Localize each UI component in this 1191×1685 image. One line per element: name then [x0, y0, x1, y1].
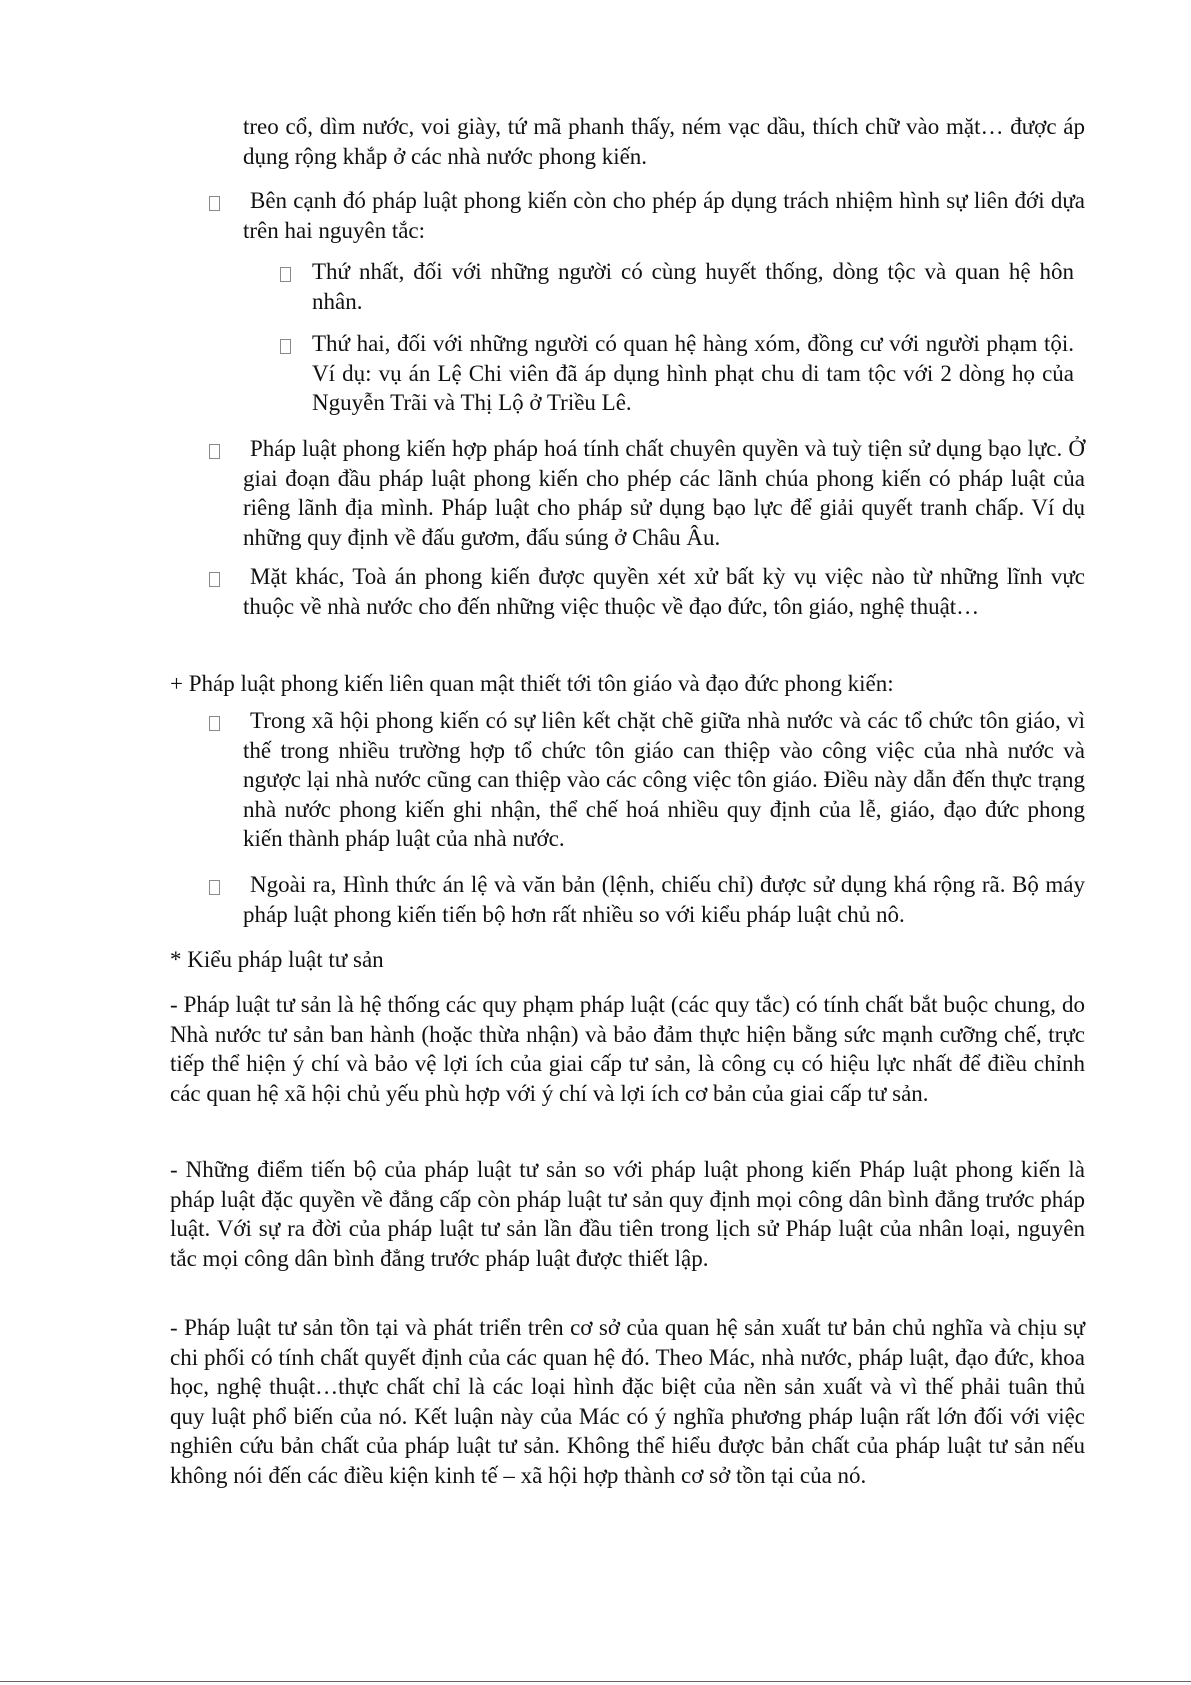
sub-second-text: Thứ hai, đối với những người có quan hệ hàng xóm, đồng cư với người phạm tội. Ví dụ: vụ án Lệ Chi viên đã áp dụng hình phạt chu di tam tộc với 2 dòng họ của Nguyễn Trãi và Thị Lộ ở Triều Lê.	[312, 331, 1074, 416]
sub-bullet-icon	[280, 339, 291, 354]
bullet-church-text: Trong xã hội phong kiến có sự liên kết chặt chẽ giữa nhà nước và các tổ chức tôn giáo, vì thế trong nhiều trường hợp tổ chức tôn giáo can thiệp vào công việc của nhà nước và ngược lại nhà nước cũng can thiệp vào các công việc tôn giáo. Điều này dẫn đến thực trạng nhà nước phong kiến ghi nhận, thể chế hoá nhiều quy định của lễ, giáo, đạo đức phong kiến thành pháp luật của nhà nước.	[243, 708, 1085, 852]
heading-bourgeois: * Kiểu pháp luật tư sản	[170, 947, 384, 972]
sub-first-text: Thứ nhất, đối với những người có cùng huyết thống, dòng tộc và quan hệ hôn nhân.	[312, 259, 1074, 314]
para-progress: - Những điểm tiến bộ của pháp luật tư sản so với pháp luật phong kiến Pháp luật phong kiến là pháp luật đặc quyền về đẳng cấp còn pháp luật tư sản quy định mọi công dân bình đẳng trước pháp luật. Với sự ra đời của pháp luật tư sản lần đầu tiên trong lịch sử Pháp luật của nhân loại, nguyên tắc mọi công dân bình đẳng trước pháp luật được thiết lập.	[170, 1157, 1085, 1271]
bullet-liability-text: Bên cạnh đó pháp luật phong kiến còn cho phép áp dụng trách nhiệm hình sự liên đới dựa trên hai nguyên tắc:	[243, 188, 1085, 243]
bullet-icon	[209, 880, 220, 895]
bullet-violence-text: Pháp luật phong kiến hợp pháp hoá tính chất chuyên quyền và tuỳ tiện sử dụng bạo lực. Ở giai đoạn đầu pháp luật phong kiến cho phép các lãnh chúa phong kiến có pháp luật của riêng lãnh địa mình. Pháp luật cho pháp sử dụng bạo lực để giải quyết tranh chấp. Ví dụ những quy định về đấu gươm, đấu súng ở Châu Âu.	[243, 436, 1085, 550]
bullet-precedent-text: Ngoài ra, Hình thức án lệ và văn bản (lệnh, chiếu chỉ) được sử dụng khá rộng rã. Bộ máy pháp luật phong kiến tiến bộ hơn rất nhiều so với kiểu pháp luật chủ nô.	[243, 872, 1085, 927]
continuation-text: treo cổ, dìm nước, voi giày, tứ mã phanh thấy, ném vạc dầu, thích chữ vào mặt… được áp dụng rộng khắp ở các nhà nước phong kiến.	[243, 114, 1085, 169]
para-basis: - Pháp luật tư sản tồn tại và phát triển trên cơ sở của quan hệ sản xuất tư bản chủ nghĩa và chịu sự chi phối có tính chất quyết định của các quan hệ đó. Theo Mác, nhà nước, pháp luật, đạo đức, khoa học, nghệ thuật…thực chất chỉ là các loại hình đặc biệt của nền sản xuất và vì thế phải tuân thủ quy luật phổ biến của nó. Kết luận này của Mác có ý nghĩa phương pháp luận rất lớn đối với việc nghiên cứu bản chất của pháp luật tư sản. Không thể hiểu được bản chất của pháp luật tư sản nếu không nói đến các điều kiện kinh tế – xã hội hợp thành cơ sở tồn tại của nó.	[170, 1315, 1085, 1488]
bullet-icon	[209, 572, 220, 587]
bullet-icon	[209, 196, 220, 211]
para-definition: - Pháp luật tư sản là hệ thống các quy phạm pháp luật (các quy tắc) có tính chất bắt buộc chung, do Nhà nước tư sản ban hành (hoặc thừa nhận) và bảo đảm thực hiện bằng sức mạnh cưỡng chế, trực tiếp thể hiện ý chí và bảo vệ lợi ích của giai cấp tư sản, là công cụ có hiệu lực nhất để điều chỉnh các quan hệ xã hội chủ yếu phù hợp với ý chí và lợi ích cơ bản của giai cấp tư sản.	[170, 992, 1085, 1106]
bullet-icon	[209, 444, 220, 459]
page-bottom-rule	[0, 1681, 1191, 1682]
plus-religion-text: + Pháp luật phong kiến liên quan mật thiết tới tôn giáo và đạo đức phong kiến:	[170, 671, 894, 696]
sub-bullet-icon	[280, 267, 291, 282]
bullet-icon	[209, 716, 220, 731]
bullet-court-text: Mặt khác, Toà án phong kiến được quyền xét xử bất kỳ vụ việc nào từ những lĩnh vực thuộc về nhà nước cho đến những việc thuộc về đạo đức, tôn giáo, nghệ thuật…	[243, 564, 1085, 619]
